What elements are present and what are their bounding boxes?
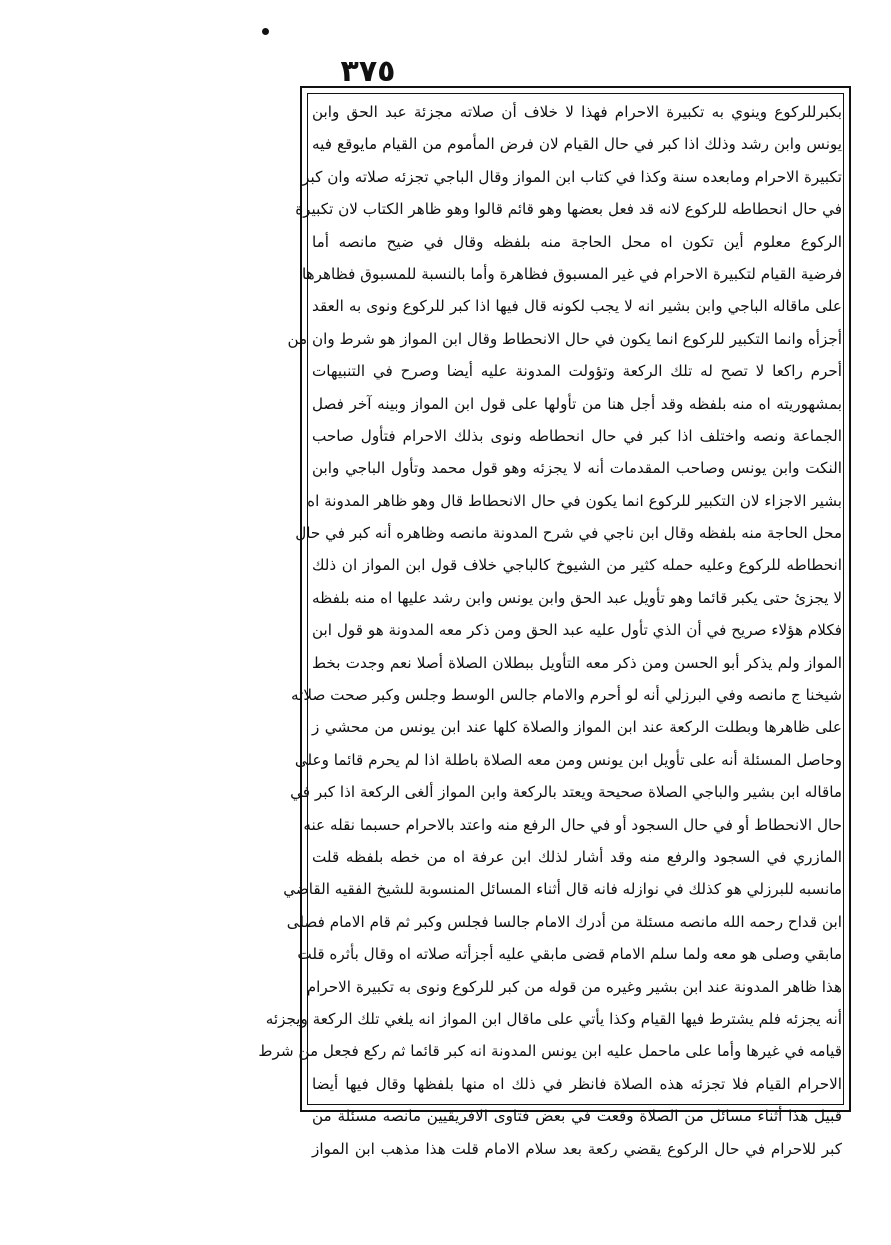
text-line: حال الانحطاط أو في حال السجود أو في حال الرفع منه واعتد بالاحرام حسبما نقله عنه — [303, 815, 842, 834]
text-line: الاحرام القيام فلا تجزئه هذه الصلاة فانظر في ذلك اه منها بلفظها وقال فيها أيضا — [312, 1074, 842, 1093]
text-line: مابقي وصلى هو معه ولما سلم الامام قضى مابقي عليه أجزأته صلاته اه وقال بأثره قلت — [297, 945, 842, 964]
text-line: لا يجزئ حتى يكبر قائما وهو تأويل عبد الحق وابن يونس وابن رشد عليها اه منه بلفظه — [312, 588, 842, 607]
text-line: قبيل هذا أثناء مسائل من الصلاة وقعت في بعض فتاوى الافريقيين مانصه مسئلة من — [312, 1107, 842, 1126]
text-line: فكلام هؤلاء صريح في أن الذي تأول عليه عبد الحق ومن ذكر معه المدونة هو قول ابن — [312, 621, 842, 640]
text-line: قيامه في غيرها وأما على ماحمل عليه ابن يونس المدونة انه كبر قائما ثم ركع فجعل من شرط — [258, 1042, 842, 1061]
text-line: انحطاطه للركوع وعليه حمله كثير من الشيوخ كالباجي خلاف قول ابن المواز ان ذلك — [312, 556, 842, 575]
text-line: بشير الاجزاء لان التكبير للركوع انما يكون في حال الانحطاط قال وهو ظاهر المدونة اه — [307, 491, 842, 510]
text-line: كبر للاحرام في حال الركوع يقضي ركعة بعد سلام الامام قلت هذا مذهب ابن المواز — [312, 1139, 842, 1158]
text-line: أحرم راكعا لا تصح له تلك الركعة وتؤولت المدونة عليه أيضا وصرح في التنبيهات — [312, 362, 842, 381]
text-line: أنه يجزئه فلم يشترط فيها القيام وكذا يأتي على ماقال ابن المواز انه يلغي تلك الركعة ويجزئه — [265, 1009, 842, 1028]
ink-speck — [262, 28, 269, 35]
text-line: ابن قداح رحمه الله مانصه مسئلة من أدرك الامام جالسا فجلس وكبر ثم قام الامام فصلى — [286, 912, 842, 931]
text-block — [258, 96, 842, 1158]
page-number: ٣٧٥ — [340, 54, 396, 89]
text-line: بمشهوريته اه منه بلفظه وقد أجل هنا من تأولها على قول ابن المواز وبينه آخر فصل — [312, 394, 842, 413]
text-line: هذا ظاهر المدونة عند ابن بشير وغيره من قوله من كبر للركوع ونوى به تكبيرة الاحرام — [306, 977, 842, 996]
text-line: المواز ولم يذكر أبو الحسن ومن ذكر معه التأويل ببطلان الصلاة أصلا نعم وجدت بخط — [312, 653, 842, 672]
text-line: النكت وابن يونس وصاحب المقدمات أنه لا يجزئه وهو قول محمد وتأول الباجي وابن — [312, 459, 842, 478]
text-line: يونس وابن رشد وذلك اذا كبر في حال القيام لان فرض المأموم من القيام مايوقع فيه — [312, 135, 842, 154]
text-line: أجزأه وانما التكبير للركوع انما يكون في حال الانحطاط وقال ابن المواز هو شرط وان من — [287, 329, 842, 348]
text-line: الركوع معلوم أين تكون اه محل الحاجة منه بلفظه وقال في ضيح مانصه أما — [312, 232, 842, 251]
text-line: على ماقاله الباجي وابن بشير انه لا يجب لكونه قال فيها اذا كبر للركوع ونوى به العقد — [312, 297, 842, 316]
text-line: شيخنا ج مانصه وفي البرزلي أنه لو أحرم والامام جالس الوسط وجلس وكبر صحت صلاته — [291, 686, 842, 705]
text-line: فرضية القيام لتكبيرة الاحرام في غير المسبوق فظاهرة وأما بالنسبة للمسبوق فظاهرها — [301, 264, 842, 283]
text-line: تكبيرة الاحرام ومابعده سنة وكذا في كتاب ابن المواز وقال الباجي تجزئه صلاته وان كبر — [302, 167, 842, 186]
text-line: المازري في السجود والرفع منه وقد أشار لذلك ابن عرفة اه من خطه بلفظه قلت — [312, 847, 842, 866]
text-line: في حال انحطاطه للركوع لانه قد فعل بعضها وهو قائم قالوا وهو ظاهر الكتاب لان تكبيرة — [295, 200, 842, 219]
text-line: محل الحاجة منه بلفظه وقال ابن ناجي في شرح المدونة مانصه وظاهره أنه كبر في حال — [295, 524, 842, 543]
text-line: بكبرللركوع وينوي به تكبيرة الاحرام فهذا لا خلاف أن صلاته مجزئة عبد الحق وابن — [312, 103, 842, 121]
text-line: على ظاهرها وبطلت الركعة عند ابن المواز والصلاة كلها عند ابن يونس من محشي ز — [312, 718, 842, 737]
text-line: وحاصل المسئلة أنه على تأويل ابن يونس ومن معه الصلاة باطلة اذا لم يحرم قائما وعلى — [294, 750, 842, 769]
text-line: الجماعة ونصه واختلف اذا كبر في حال انحطاطه ونوى بذلك الاحرام فتأول صاحب — [312, 426, 842, 445]
text-line: مانسبه للبرزلي هو كذلك في نوازله فانه قال أثناء المسائل المنسوبة للشيخ الفقيه القاضي — [283, 880, 842, 899]
text-line: ماقاله ابن بشير والباجي الصلاة صحيحة ويعتد بالركعة وابن المواز ألغى الركعة اذا كبر في — [290, 783, 842, 802]
